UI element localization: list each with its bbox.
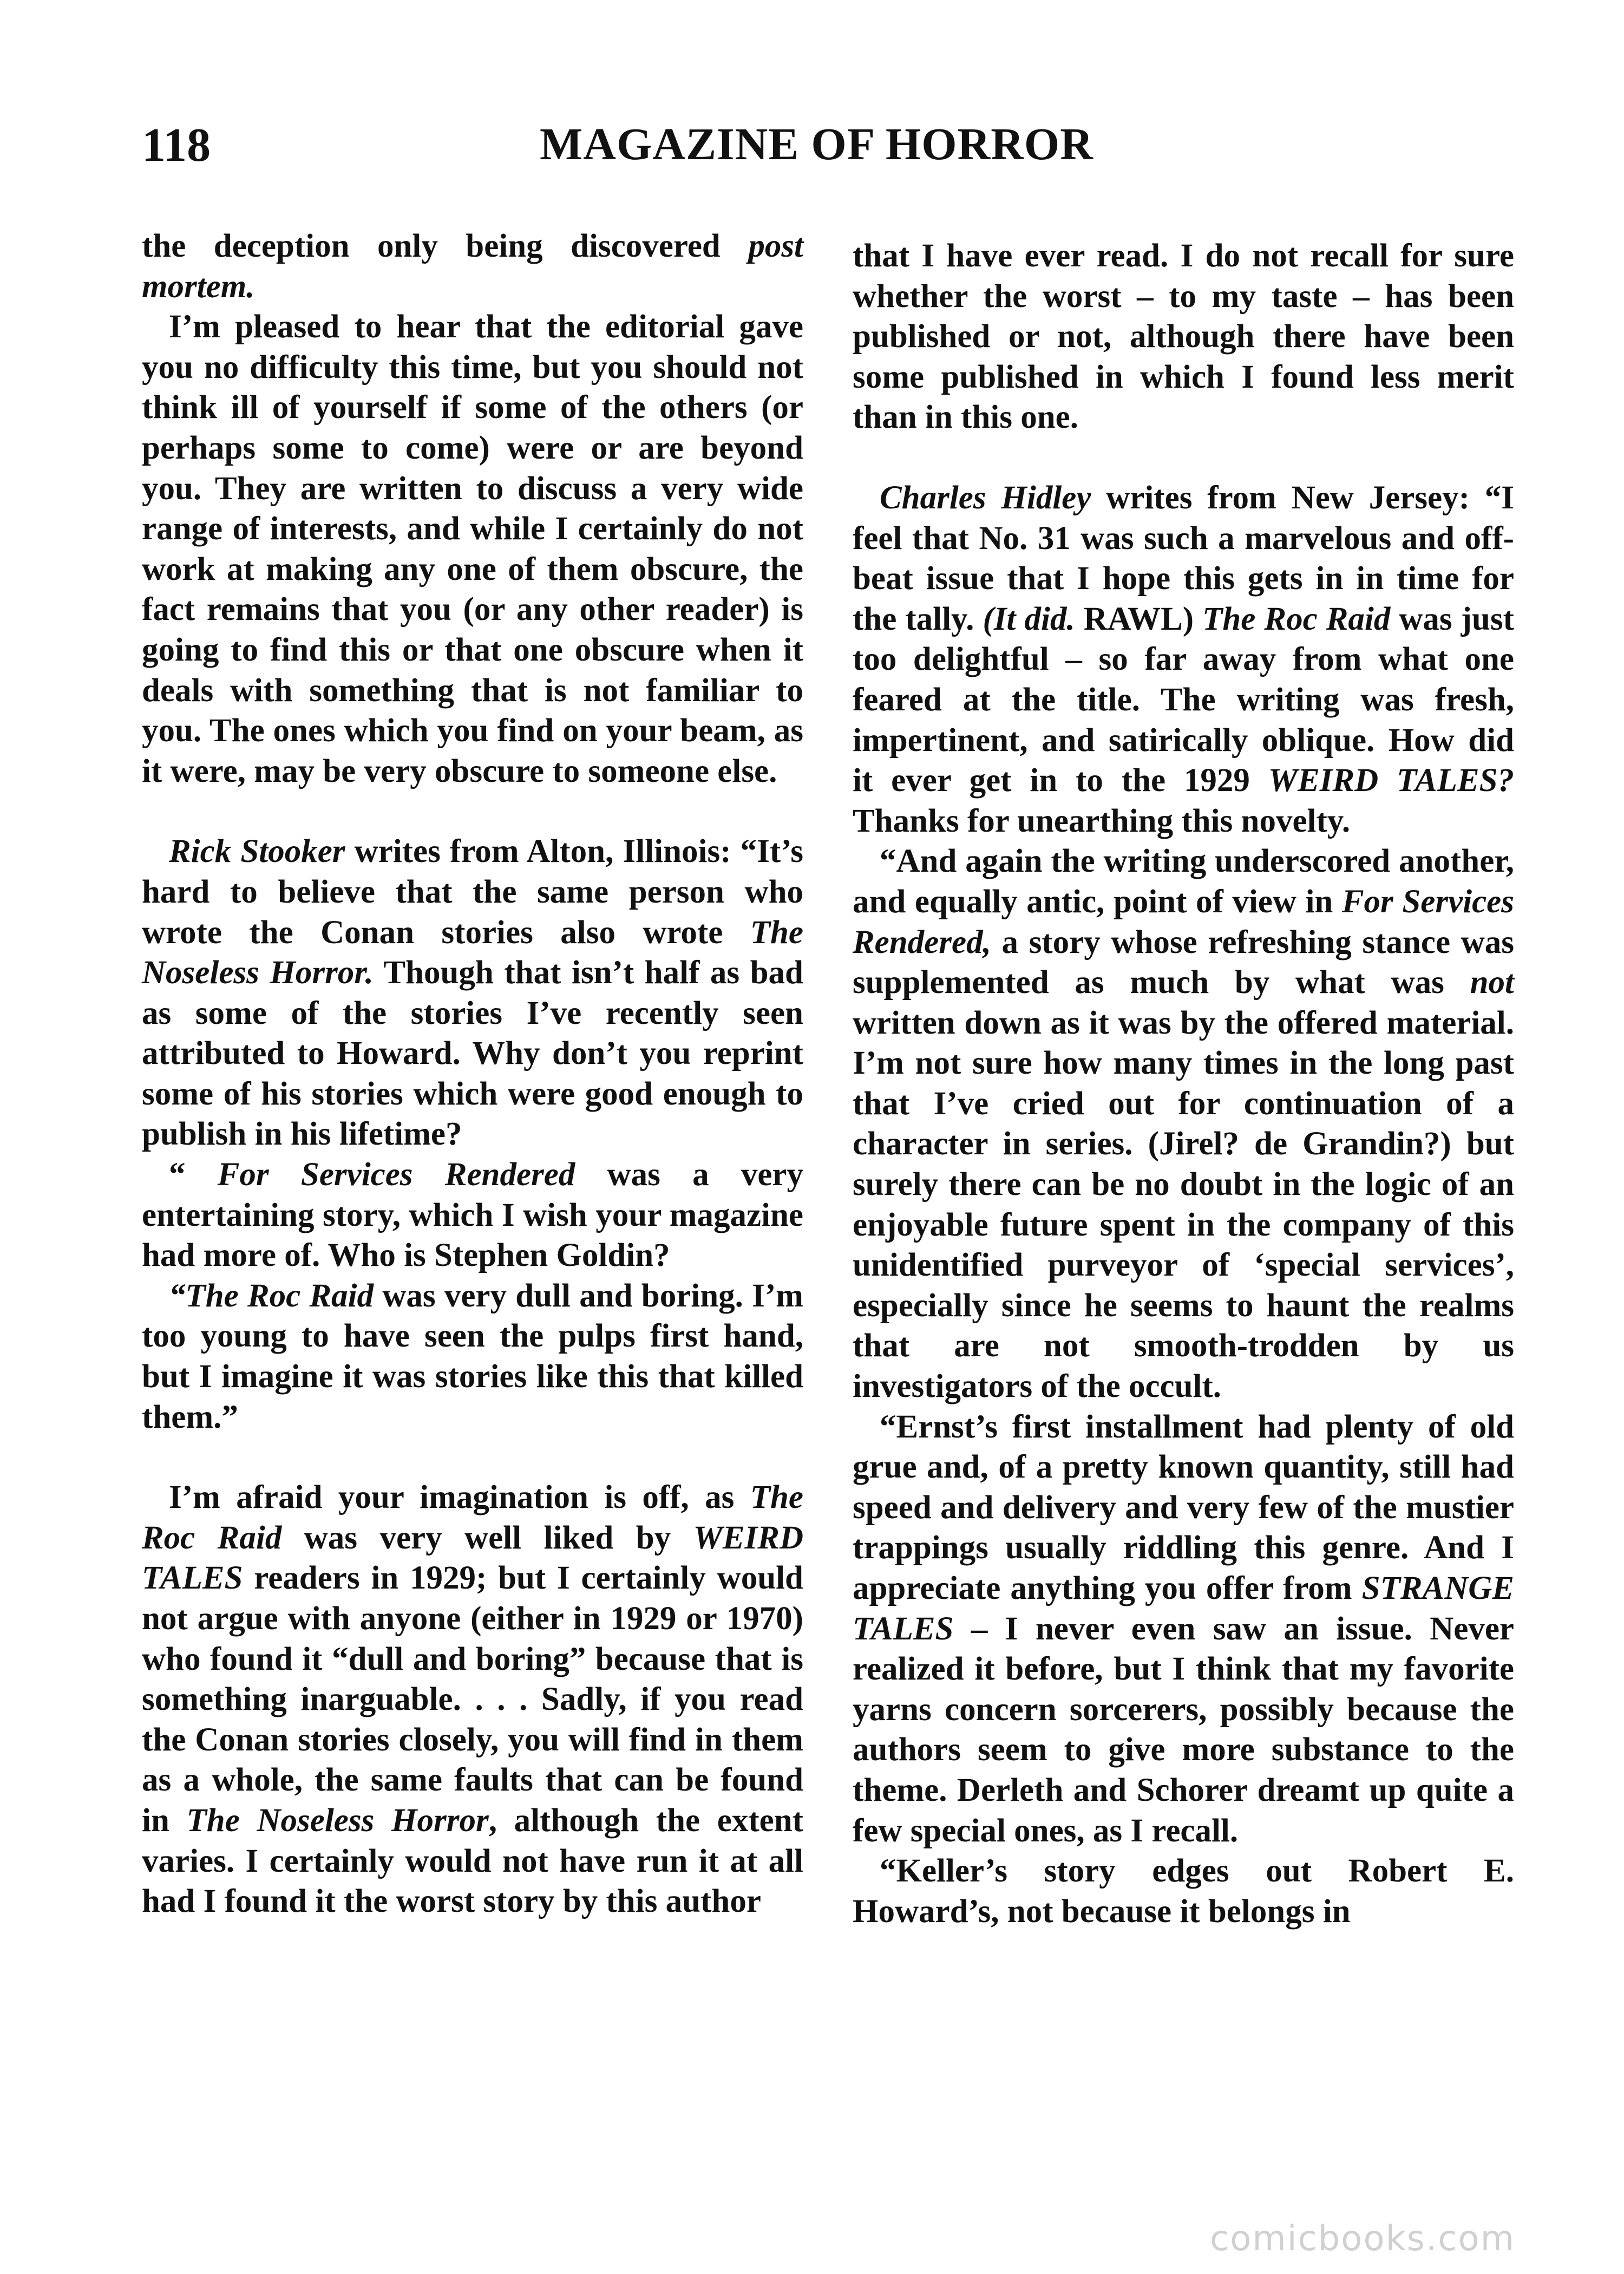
paragraph: “Ernst’s first installment had plenty of old grue and, of a pretty known quantity, still had speed and delivery and very few of the mustier trappings usually riddling this genre. And I appreciate anything you offer from STRANGE TALES – I never even saw an issue. Never realized it before, but I think that my favorite yarns concern sorcerers, possibly because the authors seem to give more substance to the theme. Derleth and Schorer dreamt up quite a few special ones, as I recall. <box>853 1408 1514 1849</box>
paragraph: I’m pleased to hear that the editorial gave you no difficulty this time, but you should not think ill of yourself if some of the others (or perhaps some to come) were or are beyond you. They are written to discuss a very wide range of interests, and while I certainly do not work at making any one of them obscure, the fact remains that you (or any other reader) is going to find this or that one obscure when it deals with something that is not familiar to you. The ones which you find on your beam, as it were, may be very obscure to someone else. <box>142 309 803 789</box>
letter-author-name: Charles Hidley <box>880 479 1091 516</box>
paragraph: “And again the writing underscored another, and equally antic, point of view in For Services Rendered, a story whose refreshing stance was supplemented as much by what was not written down as it was by the offered material. I’m not sure how many times in the long past that I’ve cried out for continuation of a character in series. (Jirel? de Grandin?) but surely there can be no doubt in the logic of an enjoyable future spent in the company of this unidentified purveyor of ‘special services’, especially since he seems to haunt the realms that are not smooth-trodden by us investigators of the occult. <box>853 843 1514 1405</box>
page-header <box>142 119 1528 187</box>
paragraph: “Keller’s story edges out Robert E. Howard’s, not because it belongs in <box>853 1853 1514 1930</box>
running-title: MAGAZINE OF HORROR <box>540 119 1093 169</box>
watermark: comicbooks.com <box>1210 2219 1516 2259</box>
paragraph: that I have ever read. I do not recall for sure whether the worst – to my taste – has been published or not, although there have been some published in which I found less merit than in this one. <box>853 238 1514 436</box>
paragraph: “The Roc Raid was very dull and boring. I’m too young to have seen the pulps first hand, but I imagine it was stories like this that killed them.” <box>142 1277 803 1435</box>
paragraph: the deception only being discovered post mortem. <box>142 228 803 305</box>
page-number: 118 <box>142 119 211 172</box>
paragraph: “ For Services Rendered was a very entertaining story, which I wish your magazine had more of. Who is Stephen Goldin? <box>142 1156 803 1274</box>
letter-charles-hidley: Charles Hidley writes from New Jersey: “I feel that No. 31 was such a marvelous and off-beat issue that I hope this gets in in time for the tally. (It did. RAWL) The Roc Raid was just too delightful – so far away from what one feared at the title. The writing was fresh, impertinent, and satirically oblique. How did it ever get in to the 1929 WEIRD TALES? Thanks for unearthing this novelty. <box>853 479 1514 839</box>
right-column <box>853 226 1514 1932</box>
letter-rick-stooker: Rick Stooker writes from Alton, Illinois: “It’s hard to believe that the same person who wrote the Conan stories also wrote The Noseless Horror. Though that isn’t half as bad as some of the stories I’ve recently seen attributed to Howard. Why don’t you reprint some of his stories which were good enough to publish in his lifetime? <box>142 833 803 1153</box>
letter-author-name: Rick Stooker <box>169 833 345 870</box>
left-column <box>142 226 803 1922</box>
editor-reply: I’m afraid your imagination is off, as The Roc Raid was very well liked by WEIRD TALES readers in 1929; but I certainly would not argue with anyone (either in 1929 or 1970) who found it “dull and boring” because that is something inarguable. . . . Sadly, if you read the Conan stories closely, you will find in them as a whole, the same faults that can be found in The Noseless Horror, although the extent varies. I certainly would not have run it at all had I found it the worst story by this author <box>142 1479 803 1920</box>
